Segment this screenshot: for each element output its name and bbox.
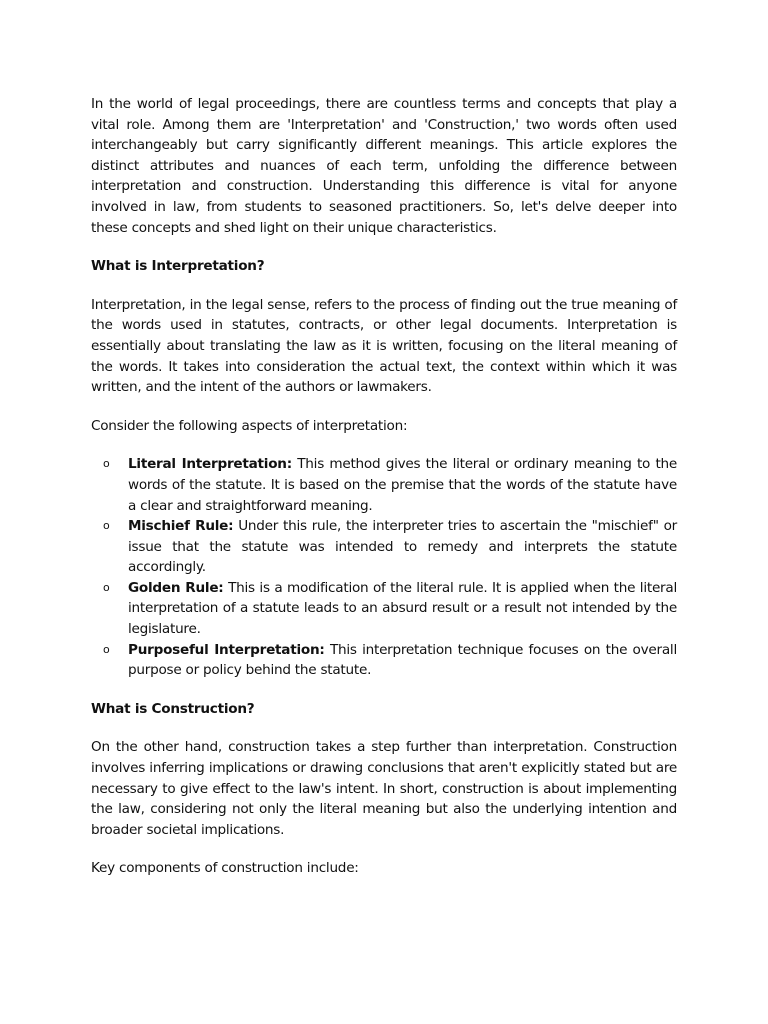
aspects-intro: Consider the following aspects of interpretation: — [91, 417, 408, 434]
bullet-circle-icon: o — [103, 580, 110, 594]
aspect-text: This interpretation technique focuses on the overall purpose or policy behind the statute. — [128, 641, 677, 679]
aspect-term: Mischief Rule: — [128, 518, 234, 535]
list-item — [91, 578, 677, 640]
bullet-circle-icon: o — [103, 457, 110, 471]
aspect-text: Under this rule, the interpreter tries to ascertain the "mischief" or issue that the statute was intended to remedy and interprets the statute accordingly. — [128, 518, 678, 576]
components-intro: Key components of construction include: — [91, 860, 359, 877]
list-item — [91, 640, 677, 681]
bullet-circle-icon: o — [103, 519, 110, 533]
list-item — [91, 516, 677, 578]
aspect-term: Literal Interpretation: — [128, 456, 292, 473]
interpretation-paragraph: Interpretation, in the legal sense, refers to the process of finding out the true meaning of the words used in statutes, contracts, or other legal documents. Interpretation is essentially about translating the law as it is written, focusing on the literal meaning of the words. It takes into consideration the actual text, the context within which it was written, and the intent of the authors or lawmakers. — [91, 296, 677, 396]
aspects-list — [91, 454, 677, 681]
aspect-term: Golden Rule: — [128, 579, 224, 596]
aspect-text: This method gives the literal or ordinary meaning to the words of the statute. It is based on the premise that the words of the statute have a clear and straightforward meaning. — [128, 456, 678, 514]
construction-paragraph: On the other hand, construction takes a step further than interpretation. Construction involves inferring implications or drawing conclusions that aren't explicitly stated but are necessary to give effect to the law's intent. In short, construction is about implementing the law, considering not only the literal meaning but also the underlying intention and broader societal implications. — [91, 739, 677, 838]
document-page — [91, 94, 677, 897]
aspect-text: This is a modification of the literal rule. It is applied when the literal interpretation of a statute leads to an absurd result or a result not intended by the legislature. — [128, 579, 677, 638]
interpretation-heading: What is Interpretation? — [91, 258, 265, 275]
list-item — [91, 454, 677, 516]
aspect-term: Purposeful Interpretation: — [128, 641, 325, 658]
intro-paragraph: In the world of legal proceedings, there are countless terms and concepts that play a vital role. Among them are 'Interpretation' and 'Construction,' two words often used interchangeably but carry significantly different meanings. This article explores the distinct attributes and nuances of each term, unfolding the difference between interpretation and construction. Understanding this difference is vital for anyone involved in law, from students to seasoned practitioners. So, let's delve deeper into these concepts and shed light on their unique characteristics. — [91, 96, 677, 236]
bullet-circle-icon: o — [103, 642, 110, 656]
construction-heading: What is Construction? — [91, 700, 255, 717]
